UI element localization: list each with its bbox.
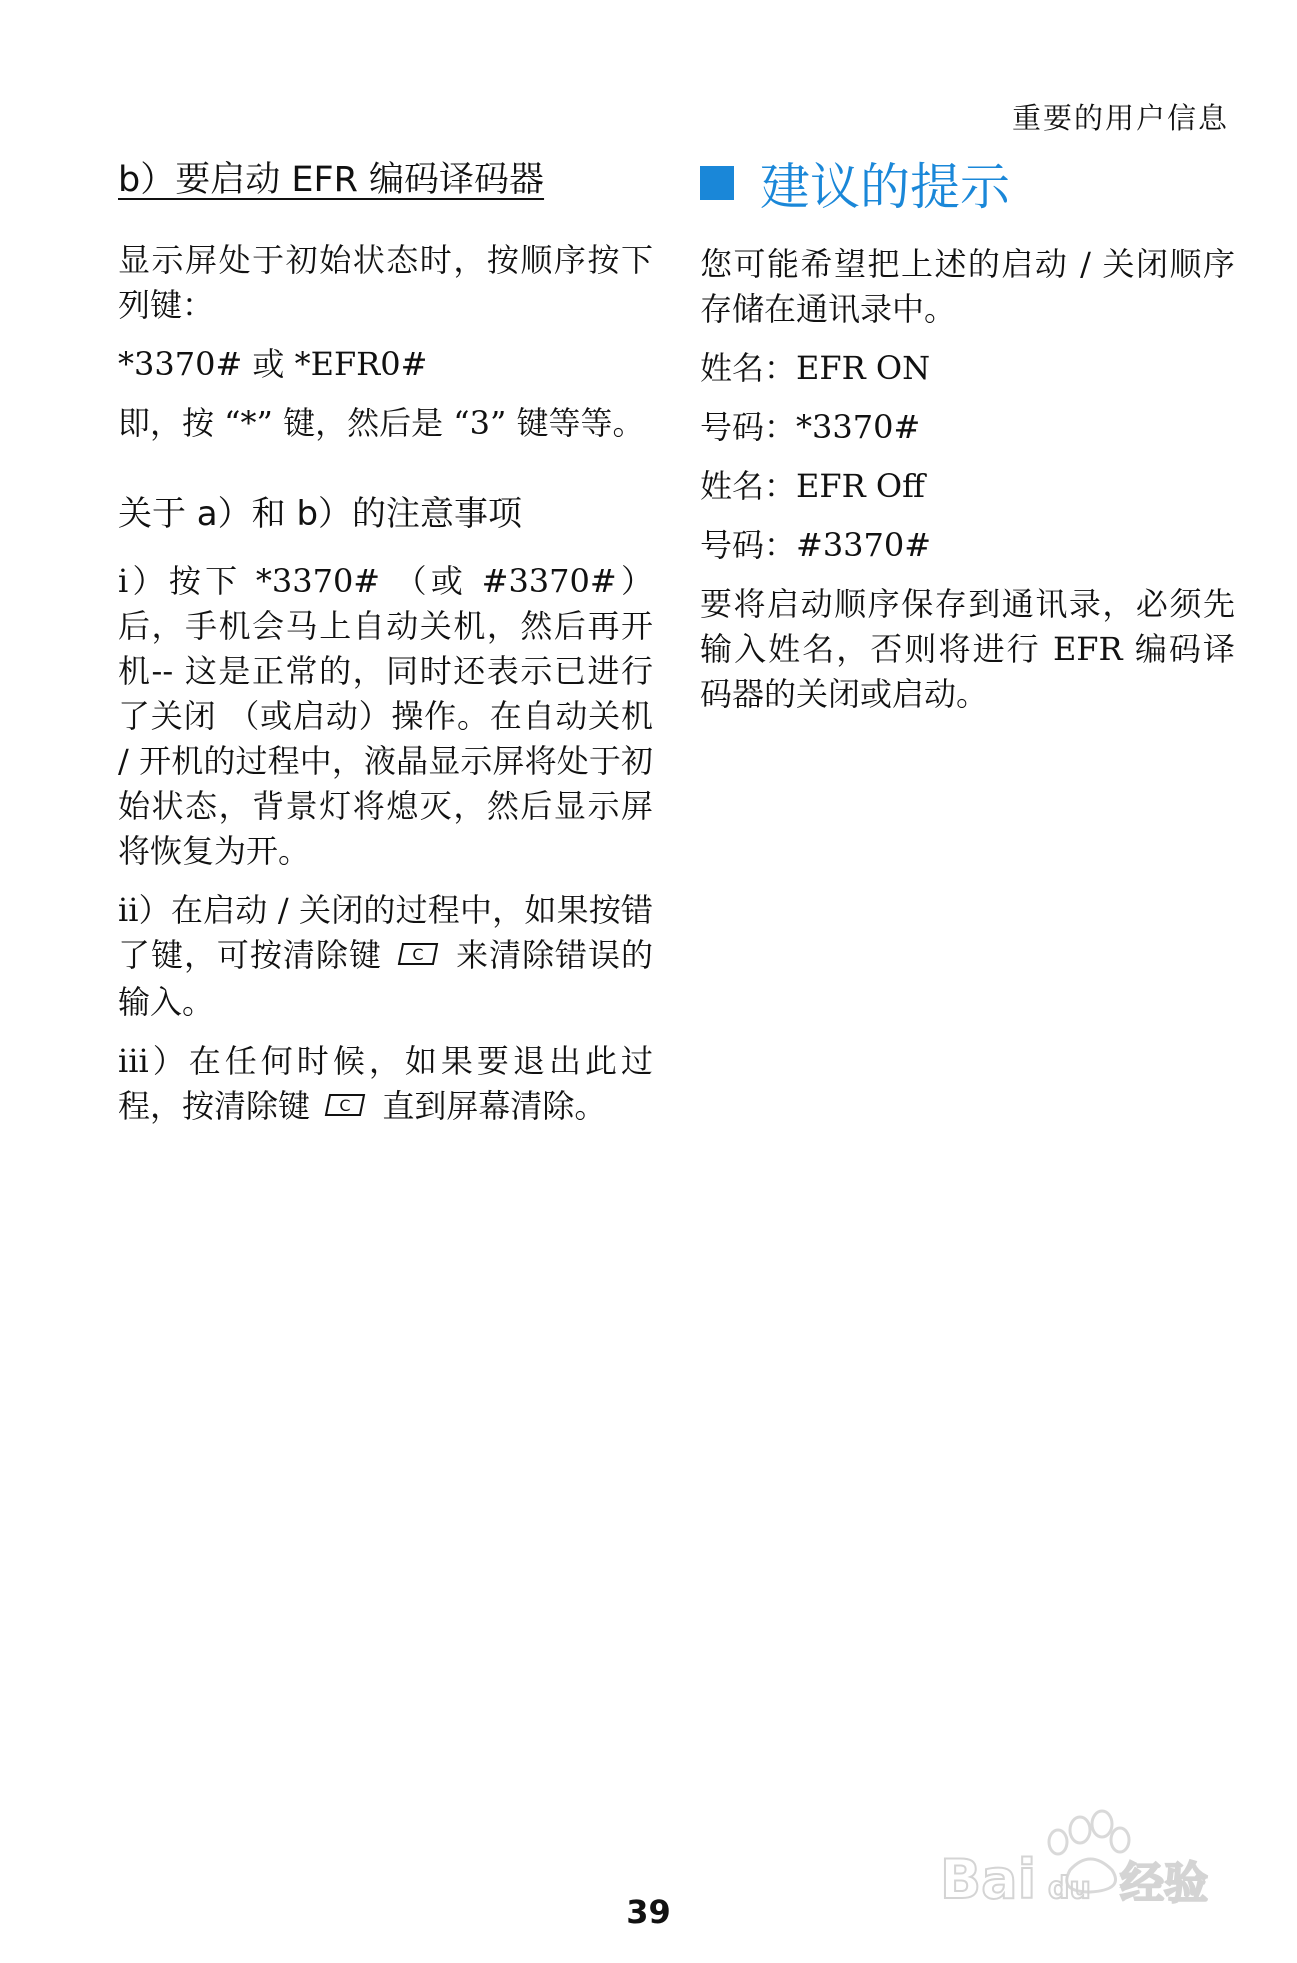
paragraph-store-sequence: 您可能希望把上述的启动 / 关闭顺序存储在通讯录中。 <box>700 245 1235 328</box>
baidu-paw-logo-icon <box>930 1800 1230 1940</box>
note-iii <box>118 1039 653 1131</box>
paragraph-save-note: 要将启动顺序保存到通讯录，必须先输入姓名，否则将进行 EFR 编码译码器的关闭或启动。 <box>700 585 1235 713</box>
note-ii-text-after: 来清除错误的输入。 <box>118 936 654 1021</box>
page-number: 39 <box>626 1893 671 1931</box>
note-i: i）按下 *3370# （或 #3370#）后，手机会马上自动关机，然后再开机-- 这是正常的，同时还表示已进行了关闭 （或启动）操作。在自动关机 / 开机的过程中，液晶显示屏将处于初始状态，背景灯将熄灭，然后显示屏将恢复为开。 <box>118 562 653 870</box>
svg-text:du: du <box>1048 1871 1091 1906</box>
subheading-notes: 关于 a）和 b）的注意事项 <box>118 494 523 534</box>
running-header: 重要的用户信息 <box>1011 101 1229 135</box>
square-bullet-icon <box>700 166 734 200</box>
key-sequence: *3370# 或 *EFR0# <box>118 345 428 383</box>
svg-text:Bai: Bai <box>940 1848 1037 1911</box>
note-ii-text-before: ii）在启动 / 关闭的过程中，如果按错了键，可按清除键 <box>118 891 653 974</box>
clear-key-icon <box>397 935 441 980</box>
entry-name-off: 姓名：EFR Off <box>700 467 925 505</box>
entry-number-off: 号码：#3370# <box>700 526 932 564</box>
clear-key-icon <box>324 1086 368 1131</box>
svg-text:C: C <box>412 945 424 964</box>
entry-number-on: 号码：*3370# <box>700 408 921 446</box>
entry-name-on: 姓名：EFR ON <box>700 349 931 387</box>
note-iii-text-before: iii）在任何时候，如果要退出此过程，按清除键 <box>118 1042 653 1125</box>
svg-text:经验: 经验 <box>1120 1858 1208 1909</box>
heading-enable-efr: b）要启动 EFR 编码译码器 <box>118 160 545 200</box>
paragraph-instructions: 显示屏处于初始状态时，按顺序按下列键： <box>118 241 653 324</box>
paragraph-key-explanation: 即，按 “*” 键，然后是 “3” 键等等。 <box>118 404 645 442</box>
note-ii <box>118 888 653 1025</box>
baidu-watermark <box>930 1800 1230 1940</box>
section-title-tips <box>700 152 1235 214</box>
section-title-text: 建议的提示 <box>760 158 1010 216</box>
note-iii-text-after: 直到屏幕清除。 <box>382 1087 607 1125</box>
svg-text:C: C <box>339 1096 351 1115</box>
left-column <box>118 152 653 1145</box>
right-column <box>700 152 1235 731</box>
